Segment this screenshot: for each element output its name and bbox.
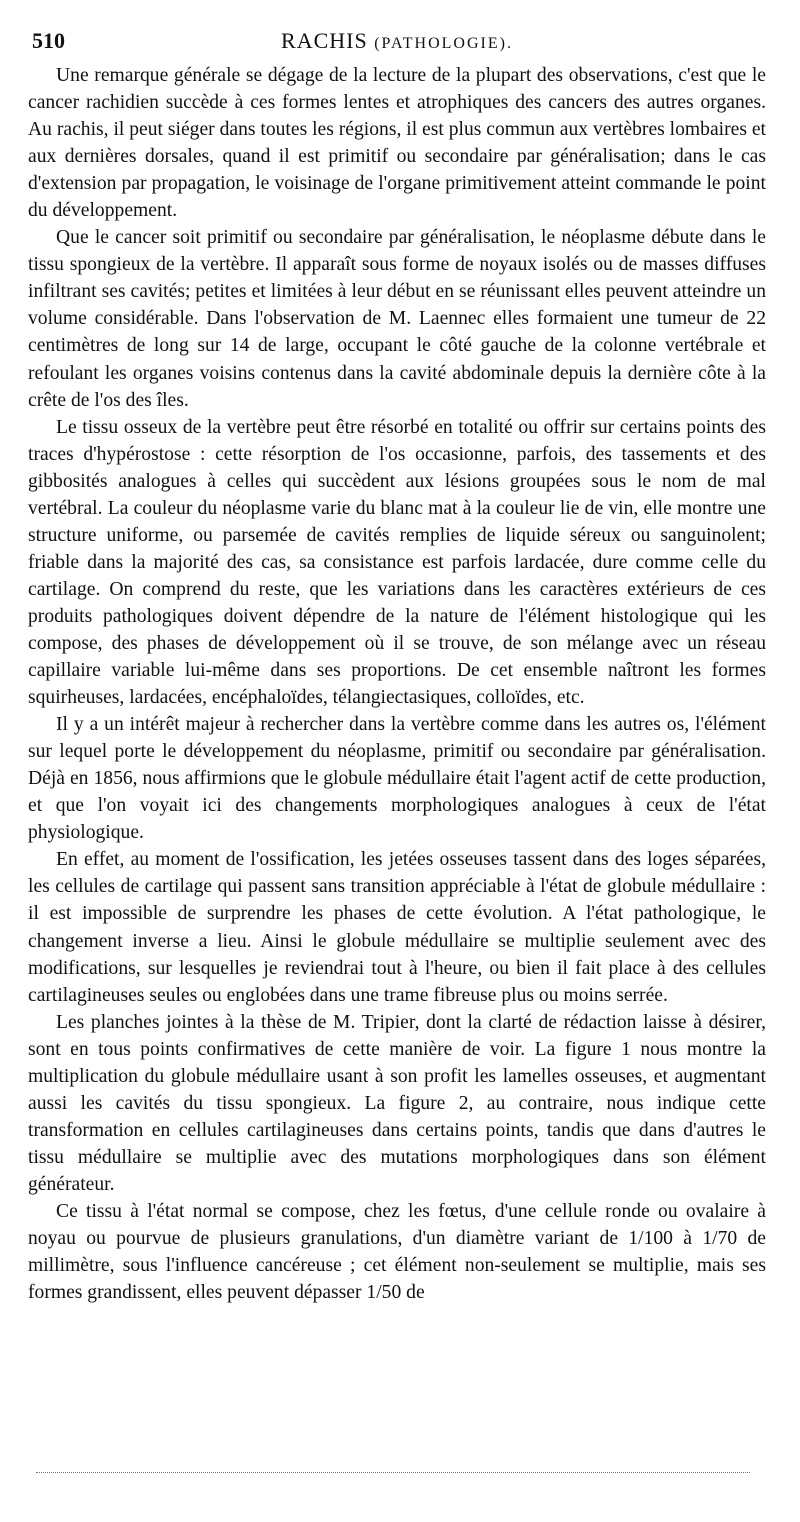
paragraph-5: En effet, au moment de l'ossification, les jetées osseuses tassent dans des loges séparées, les cellules de cartilage qui passent sans transition appréciable à l'état de globule médullaire : il est impossible de surprendre les phases de cette évolution. A l'état pathologique, le changement inverse a lieu. Ainsi le globule médullaire se multiplie seulement avec des modifications, sur lesquelles je reviendrai tout à l'heure, ou bien il fait place à des cellules cartilagineuses seules ou englobées dans une trame fibreuse plus ou moins serrée. bbox=[28, 849, 766, 1006]
paragraph-2: Que le cancer soit primitif ou secondaire par généralisation, le néoplasme débute dans le tissu spongieux de la vertèbre. Il apparaît sous forme de noyaux isolés ou de masses diffuses infiltrant ses cavités; petites et limitées à leur début en se réunissant elles peuvent atteindre un volume considérable. Dans l'observation de M. Laennec elles formaient une tumeur de 22 centimètres de long sur 14 de large, occupant le côté gauche de la colonne vertébrale et refoulant les organes voisins contenus dans la cavité abdominale depuis la dernière côte à la crête de l'os des îles. bbox=[28, 227, 766, 411]
running-title-main: RACHIS bbox=[281, 28, 368, 53]
document-page bbox=[28, 28, 766, 1306]
paragraph-1: Une remarque générale se dégage de la lecture de la plupart des observations, c'est que le cancer rachidien succède à ces formes lentes et atrophiques des cancers des autres organes. Au rachis, il peut siéger dans toutes les régions, il est plus commun aux vertèbres lombaires et aux dernières dorsales, quand il est primitif ou secondaire par généralisation; dans le cas d'extension par propagation, le voisinage de l'organe primitivement atteint commande le point du développement. bbox=[28, 65, 766, 222]
running-title-subtitle: (PATHOLOGIE). bbox=[374, 35, 513, 52]
body-text bbox=[28, 62, 766, 1306]
page-number: 510 bbox=[32, 28, 65, 53]
paragraph-4: Il y a un intérêt majeur à rechercher dans la vertèbre comme dans les autres os, l'élément sur lequel porte le développement du néoplasme, primitif ou secondaire par généralisation. Déjà en 1856, nous affirmions que le globule médullaire était l'agent actif de cette production, et que l'on voyait ici des changements morphologiques analogues à ceux de l'état physiologique. bbox=[28, 714, 766, 844]
paragraph-3: Le tissu osseux de la vertèbre peut être résorbé en totalité ou offrir sur certains points des traces d'hypérostose : cette résorption de l'os occasionne, parfois, des tassements et des gibbosités analogues à celles qui succèdent aux lésions groupées sous le nom de mal vertébral. La couleur du néoplasme varie du blanc mat à la couleur lie de vin, elle montre une structure uniforme, ou parsemée de cavités remplies de liquide séreux ou sanguinolent; friable dans la majorité des cas, sa consistance est parfois lardacée, dure comme celle du cartilage. On comprend du reste, que les variations dans les caractères extérieurs de ces produits pathologiques doivent dépendre de la nature de l'élément histologique qui les compose, des phases de développement où il se trouve, de son mélange avec un réseau capillaire variable lui-même dans ses proportions. De cet ensemble naîtront les formes squirheuses, lardacées, encéphaloïdes, télangiectasiques, colloïdes, etc. bbox=[28, 416, 766, 709]
page-header bbox=[28, 28, 766, 62]
running-title bbox=[28, 28, 766, 54]
footer-dotted-rule bbox=[36, 1472, 750, 1473]
paragraph-6: Les planches jointes à la thèse de M. Tripier, dont la clarté de rédaction laisse à désirer, sont en tous points confirmatives de cette manière de voir. La figure 1 nous montre la multiplication du globule médullaire usant à son profit les lamelles osseuses, et augmentant aussi les cavités du tissu spongieux. La figure 2, au contraire, nous indique cette transformation en cellules cartilagineuses dans certains points, tandis que dans d'autres le tissu médullaire se multiplie avec des mutations morphologiques dans son élément générateur. bbox=[28, 1011, 766, 1195]
paragraph-7: Ce tissu à l'état normal se compose, chez les fœtus, d'une cellule ronde ou ovalaire à noyau ou pourvue de plusieurs granulations, d'un diamètre variant de 1/100 à 1/70 de millimètre, sous l'influence cancéreuse ; cet élément non-seulement se multiplie, mais ses formes grandissent, elles peuvent dépasser 1/50 de bbox=[28, 1200, 766, 1304]
